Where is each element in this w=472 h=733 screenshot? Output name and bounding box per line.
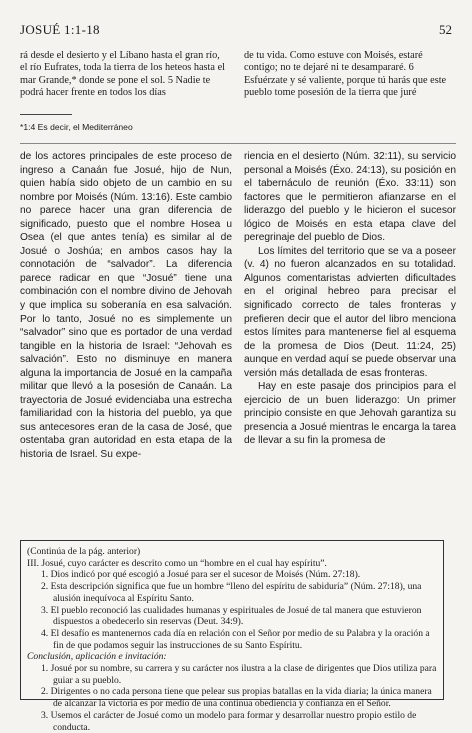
page-number: 52 <box>439 22 452 37</box>
outline-point: 3. El pueblo reconoció las cualidades humanas y espirituales de Josué de tal manera que estuvieron dispuestos a obedecerlo sin reservas (Deut. 34:9). <box>41 604 422 628</box>
commentary-paragraph: Los límites del territorio que se va a poseer (v. 4) no fueron alcanzados en su totalidad. Algunos comentaristas advierten dificultades en el original hebreo para precisar el significado correcto de tales fronteras y prefieren decir que el autor del libro menciona estos límites para mantenerse fiel al esquema de la promesa de Dios (Deut. 11:24, 25) aunque en verdad aquí se puede observar una versión más detallada de esas fronteras. <box>244 245 456 379</box>
commentary-right-column <box>244 150 456 448</box>
outline-heading: III. Josué, cuyo carácter es descrito como un “hombre en el cual hay espíritu”. <box>27 557 327 569</box>
application-point: 2. Dirigentes o no cada persona tiene que pelear sus propias batallas en la vida diaria; la única manera de alcanzar la victoria es por medio de una continua obediencia y confianza en el Señor. <box>41 686 432 710</box>
application-point: 3. Usemos el carácter de Josué como un modelo para formar y desarrollar nuestro propio estilo de conducta. <box>41 709 417 733</box>
outline-point: 2. Esta descripción significa que fue un hombre “lleno del espíritu de sabiduría” (Núm. 27:18), una alusión inequívoca al Espíritu Santo. <box>41 581 422 604</box>
commentary-left-column <box>20 150 232 462</box>
commentary-paragraph: riencia en el desierto (Núm. 32:11), su servicio personal a Moisés (Éxo. 24:13), su posición en el tabernáculo de reunión (Éxo. 33:11) son factores que le permitieron afianzarse en el liderazgo del pueblo y le hicieron el sucesor lógico de Moisés en esta etapa clave del peregrinaje del pueblo de Dios. <box>244 151 456 244</box>
running-header: JOSUÉ 1:1-18 <box>20 22 100 37</box>
outline-point: 4. El desafío es mantenernos cada día en relación con el Señor por medio de su Palabra y la oración a fin de que podamos seguir las instrucciones de su Santo Espíritu. <box>41 627 430 651</box>
commentary-paragraph: de los actores principales de este proceso de ingreso a Canaán fue Josué, hijo de Nun, quien había sido objeto de un cambio en su nombre por Moisés (Núm. 13:16). Este cambio no parece hacer una gran diferencia de significado, puesto que el nombre Hosea u Osea (el que antes tenía) es similar al de Josué o Joshúa; en ambos casos hay la connotación de “salvador”. La diferencia parece radicar en que “Josué” tiene una combinación con el nombre divino de Jehovah y que implica su soberanía en esa salvación. Por lo tanto, Josué no es simplemente un “salvador” sino que es portador de una verdad tangible en la historia de Israel: “Jehovah es salvación”. Esto no disminuye en manera alguna la importancia de Josué en la campaña militar que llevó a la posesión de Canaán. La trayectoria de Josué evidenciaba una estrecha familiaridad con la historia del pueblo, ya que sus antecesores eran de la casa de José, que ostentaba gran autoridad en esta etapa de la historia de Israel. Su expe- <box>20 151 232 461</box>
application-point: 1. Josué por su nombre, su carrera y su carácter nos ilustra a la clase de dirigentes que Dios utiliza para guiar a su pueblo. <box>41 663 437 686</box>
footnote: *1:4 Es decir, el Mediterráneo <box>20 122 133 132</box>
footnote-rule <box>20 114 72 115</box>
section-divider <box>20 143 456 144</box>
sermon-outline-box <box>20 540 444 733</box>
bible-text-right <box>244 50 456 100</box>
commentary-paragraph: Hay en este pasaje dos principios para el ejercicio de un buen liderazgo: Un primer principio consiste en que Jehovah garantiza su presencia a Josué mientras le encarga la tarea de llevar a su fin la promesa de <box>244 381 456 447</box>
conclusion-label: Conclusión, aplicación e invitación: <box>27 651 167 663</box>
verse-block: rá desde el desierto y el Líbano hasta el gran río, el río Eufrates, toda la tierra de los heteos hasta el mar Grande,* donde se pone el sol. 5 Nadie te podrá hacer frente en todos los días <box>20 50 225 99</box>
outline-point: 1. Dios indicó por qué escogió a Josué para ser el sucesor de Moisés (Núm. 27:18). <box>41 569 361 581</box>
verse-block: de tu vida. Como estuve con Moisés, estaré contigo; no te dejaré ni te desampararé. 6 Esfuérzate y sé valiente, porque tú harás que este pueblo tome posesión de la tierra que juré <box>244 50 447 99</box>
continued-note: (Continúa de la pág. anterior) <box>27 546 141 557</box>
bible-text-left <box>20 50 228 100</box>
